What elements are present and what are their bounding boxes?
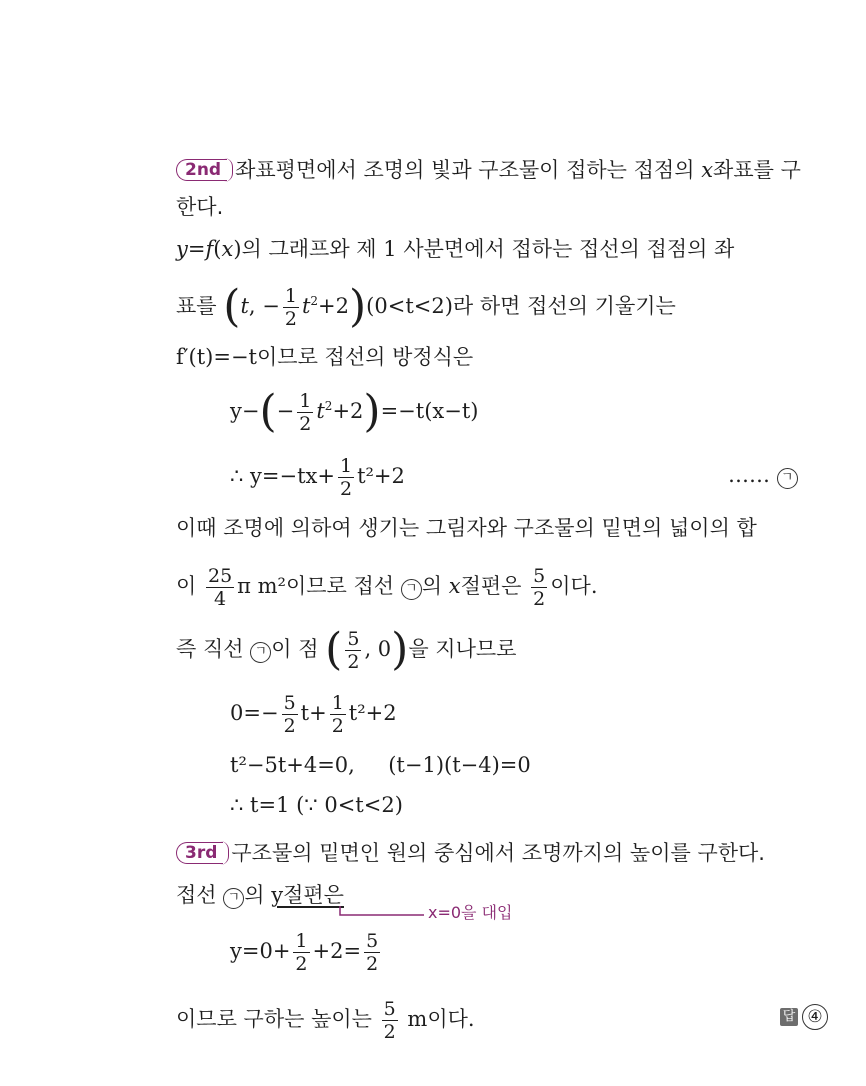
circled-mark: ㄱ [250,642,271,663]
fraction-25-4: $\frac{25}{4}$ [207,565,233,610]
step2-heading-cont: 한다. [176,195,224,219]
fraction-5-2: $\frac{5}{2}$ [283,692,296,737]
fraction-5-2: $\frac{5}{2}$ [383,998,396,1043]
equation-6: y=0+ $\frac{1}{2}$ +2= $\frac{5}{2}$ [230,930,379,975]
fraction-half: $\frac{1}{2}$ [299,390,312,435]
text-line-4: 접선 ㄱ 의 y절편은 [176,883,344,907]
equation-4: t²−5t+4=0, (t−1)(t−4)=0 [230,753,531,777]
annotation-leader-line [338,904,428,920]
step-badge-2nd: 2nd [176,159,227,181]
equation-5: ∴ t=1 (∵ 0<t<2) [230,793,403,817]
equation-2-tag: …… ㄱ [728,460,798,490]
equation-1: y−(− $\frac{1}{2}$ $t^2+2)=-t(x-t)$ [230,386,479,437]
circled-mark: ㄱ [777,468,798,489]
equation-2: ∴ y=−tx+ $\frac{1}{2}$ t²+2 [230,455,405,500]
fraction-half: $\frac{1}{2}$ [284,285,297,330]
fraction-half: $\frac{1}{2}$ [339,455,353,500]
fraction-5-2: $\frac{5}{2}$ [366,930,379,975]
circled-mark: ㄱ [223,888,244,909]
answer-box [780,1000,828,1030]
text-line-1: y=f(x)의 그래프와 제 1 사분면에서 접하는 접선의 접점의 좌 [176,237,735,261]
fraction-5-2: $\frac{5}{2}$ [347,628,360,673]
fraction-half: $\frac{1}{2}$ [295,930,308,975]
fraction-half: $\frac{1}{2}$ [331,692,344,737]
step3-heading: 3rd 구조물의 밑면인 원의 중심에서 조명까지의 높이를 구한다. [176,838,765,868]
y-intercept-underlined: y절편은 [271,883,344,907]
step2-heading: 2nd 좌표평면에서 조명의 빛과 구조물이 접하는 접점의 x좌표를 구 [176,155,801,185]
circled-mark: ㄱ [401,579,422,600]
text-line-3: f′(t)=−t이므로 접선의 방정식은 [176,345,474,369]
fraction-5-2: $\frac{5}{2}$ [533,565,546,610]
paragraph-1: 이때 조명에 의하여 생기는 그림자와 구조물의 밑면의 넓이의 합 [176,516,757,540]
annotation-substitute: x=0을 대입 [428,903,513,922]
equation-3: 0=− $\frac{5}{2}$ t+ $\frac{1}{2}$ t²+2 [230,692,397,737]
paragraph-3: 즉 직선 ㄱ 이 점 ( $\frac{5}{2}$ , 0)을 지나므로 [176,624,517,675]
final-line: 이므로 구하는 높이는 $\frac{5}{2}$ m이다. [176,998,475,1043]
answer-value: ④ [802,1004,828,1030]
answer-label-icon: 답 [780,1008,798,1026]
paragraph-2: 이 $\frac{25}{4}$ π m²이므로 접선 ㄱ 의 x절편은 $\frac{5}{2}$ 이다. [176,565,598,610]
text-line-2: 표를 (t, − $\frac{1}{2}$ $t^2+2)(0<t<2)$라 하면 접선의 기울기는 [176,281,676,332]
step-badge-3rd: 3rd [176,842,223,864]
